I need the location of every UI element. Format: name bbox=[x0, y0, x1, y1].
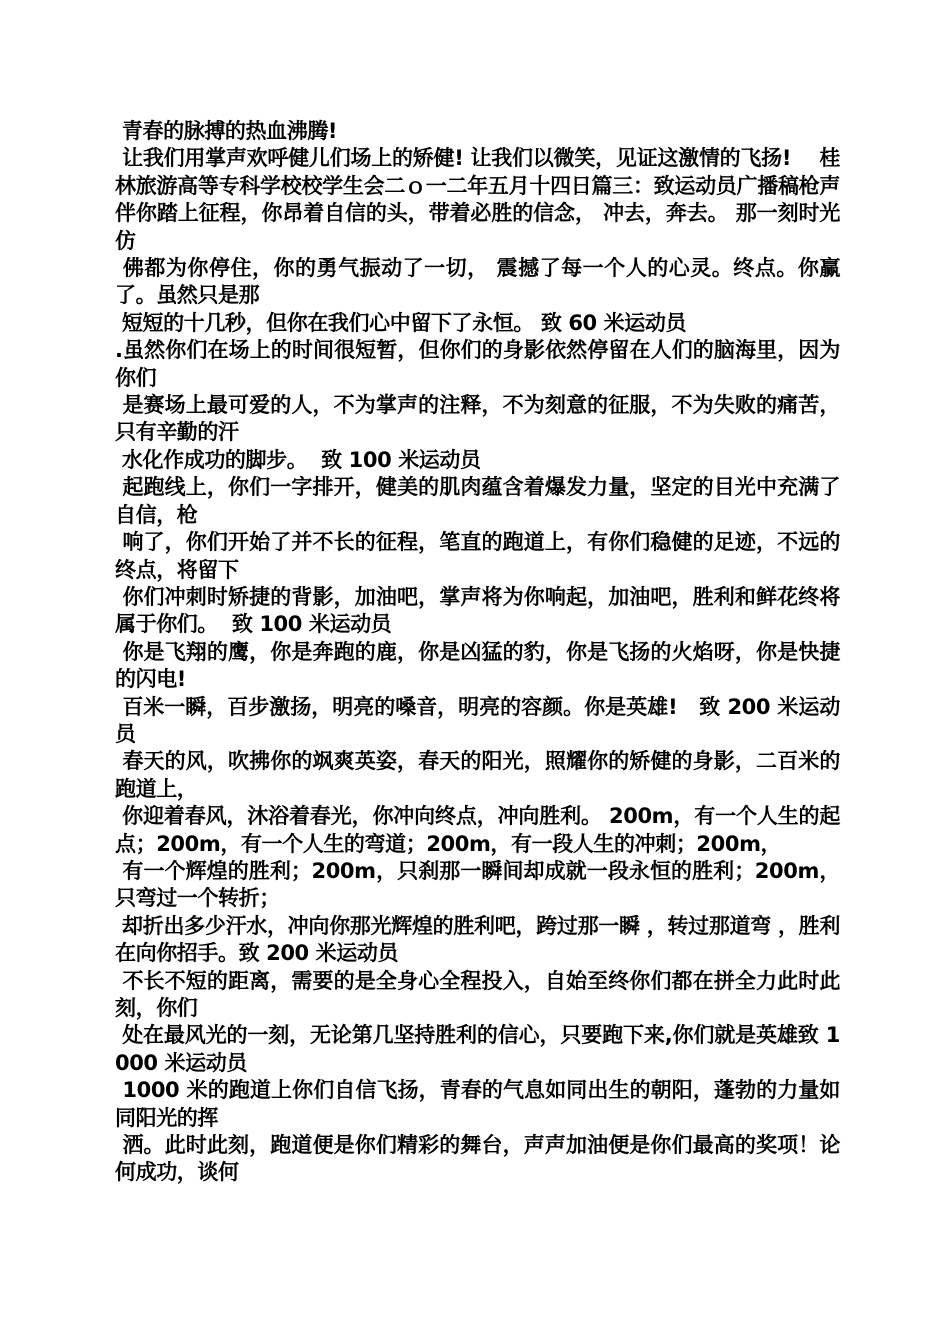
paragraph: 不长不短的距离，需要的是全身心全程投入，自始至终你们都在拼全力此时此刻，你们 bbox=[115, 968, 840, 1020]
paragraph: 佛都为你停住，你的勇气振动了一切， 震撼了每一个人的心灵。终点。你赢了。虽然只是那 bbox=[115, 256, 840, 308]
paragraph: 百米一瞬，百步激扬，明亮的嗓音，明亮的容颜。你是英雄! 致 200 米运动员 bbox=[115, 694, 840, 746]
document-page bbox=[115, 118, 840, 1187]
paragraph: 洒。此时此刻，跑道便是你们精彩的舞台，声声加油便是你们最高的奖项！论何成功，谈何 bbox=[115, 1133, 840, 1185]
paragraph: 春天的风，吹拂你的飒爽英姿，春天的阳光，照耀你的矫健的身影，二百米的跑道上， bbox=[115, 749, 840, 801]
paragraph: 让我们用掌声欢呼健儿们场上的矫健! 让我们以微笑，见证这激情的飞扬! 桂林旅游高等专科学校校学生会二ｏ一二年五月十四日篇三：致运动员广播稿枪声伴你踏上征程，你昂着自信的头，带着必胜的信念， 冲去，奔去。 那一刻时光仿 bbox=[115, 146, 840, 253]
paragraph: 却折出多少汗水，冲向你那光辉煌的胜利吧，跨过那一瞬 ，转过那道弯 ，胜利在向你招手。致 200 米运动员 bbox=[115, 913, 840, 966]
paragraph: 是赛场上最可爱的人，不为掌声的注释，不为刻意的征服，不为失败的痛苦，只有辛勤的汗 bbox=[115, 393, 840, 445]
paragraph: 你迎着春风，沐浴着春光，你冲向终点，冲向胜利。 200m，有一个人生的起点；200m，有一个人生的弯道；200m，有一段人生的冲刺；200m， bbox=[115, 804, 840, 856]
paragraph: 响了，你们开始了并不长的征程，笔直的跑道上，有你们稳健的足迹，不远的终点，将留下 bbox=[115, 530, 840, 582]
paragraph: 你是飞翔的鹰，你是奔跑的鹿，你是凶猛的豹，你是飞扬的火焰呀，你是快捷的闪电! bbox=[115, 639, 840, 692]
paragraph: 水化作成功的脚步。 致 100 米运动员 bbox=[115, 447, 481, 472]
paragraph: 有一个辉煌的胜利；200m，只刹那一瞬间却成就一段永恒的胜利；200m，只弯过一个转折； bbox=[115, 858, 840, 911]
paragraph: 1000 米的跑道上你们自信飞扬，青春的气息如同出生的朝阳，蓬勃的力量如同阳光的挥 bbox=[115, 1078, 840, 1130]
paragraph: .虽然你们在场上的时间很短暂，但你们的身影依然停留在人们的脑海里，因为你们 bbox=[115, 338, 840, 390]
paragraph: 短短的十几秒，但你在我们心中留下了永恒。 致 60 米运动员 bbox=[115, 310, 687, 335]
paragraph: 你们冲刺时矫捷的背影，加油吧，掌声将为你响起，加油吧，胜利和鲜花终将属于你们。 致 100 米运动员 bbox=[115, 584, 840, 637]
paragraph: 起跑线上，你们一字排开，健美的肌肉蕴含着爆发力量，坚定的目光中充满了自信，枪 bbox=[115, 475, 840, 527]
paragraph: 处在最风光的一刻，无论第几坚持胜利的信心，只要跑下来,你们就是英雄致 1000 米运动员 bbox=[115, 1023, 840, 1075]
paragraph: 青春的脉搏的热血沸腾! bbox=[115, 119, 338, 143]
